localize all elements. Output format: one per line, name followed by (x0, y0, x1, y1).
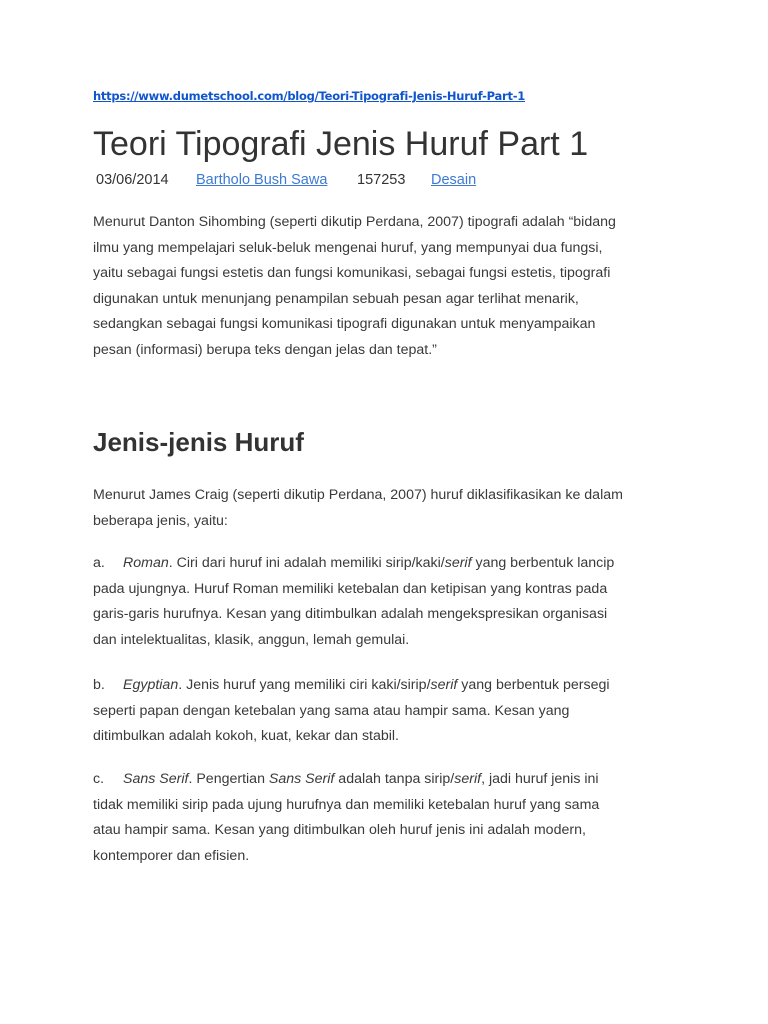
typeface-name: Egyptian (123, 677, 179, 693)
text-line: ditimbulkan adalah kokoh, kuat, kekar dan stabil. (93, 728, 400, 745)
text-line: sedangkan sebagai fungsi komunikasi tipografi digunakan untuk menyampaikan (93, 316, 596, 333)
text-line: yaitu sebagai fungsi estetis dan fungsi komunikasi, sebagai fungsi estetis, tipografi (93, 265, 611, 282)
intro-paragraph (93, 210, 693, 364)
text-line: kontemporer dan efisien. (93, 847, 250, 864)
serif-term: serif (430, 677, 458, 693)
text-segment: . Jenis huruf yang memiliki ciri kaki/sirip/ (178, 677, 431, 693)
serif-term: serif (444, 555, 472, 571)
text-line: ilmu yang mempelajari seluk-beluk mengenai huruf, yang mempunyai dua fungsi, (93, 239, 603, 256)
typeface-name: Sans Serif (123, 771, 189, 787)
source-url-link[interactable]: https://www.dumetschool.com/blog/Teori-Tipografi-Jenis-Huruf-Part-1 (93, 89, 525, 103)
text-segment: , jadi huruf jenis ini (481, 771, 599, 787)
text-line: Menurut James Craig (seperti dikutip Perdana, 2007) huruf diklasifikasikan ke dalam (93, 487, 623, 503)
text-line: garis-garis hurufnya. Kesan yang ditimbulkan adalah mengekspresikan organisasi (93, 606, 608, 623)
text-line: Menurut Danton Sihombing (seperti dikutip Perdana, 2007) tipografi adalah “bidang (93, 214, 616, 230)
section-heading: Jenis-jenis Huruf (93, 427, 304, 457)
text-segment: . Pengertian (188, 771, 269, 787)
view-count: 157253 (357, 172, 406, 188)
text-line: digunakan untuk menunjang penampilan sebuah pesan agar terlihat menarik, (93, 290, 579, 307)
text-line: tidak memiliki sirip pada ujung hurufnya dan memiliki ketebalan huruf yang sama (93, 796, 600, 813)
text-segment: yang berbentuk persegi (457, 677, 610, 693)
article-title: Teori Tipografi Jenis Huruf Part 1 (93, 125, 589, 163)
list-item-sans-serif (93, 767, 693, 869)
list-marker: a. (93, 555, 105, 571)
text-line (93, 767, 693, 793)
typeface-name-repeat: Sans Serif (268, 771, 335, 787)
author-link[interactable]: Bartholo Bush Sawa (196, 172, 328, 188)
text-line: pada ujungnya. Huruf Roman memiliki ketebalan dan ketipisan yang kontras pada (93, 580, 608, 597)
text-line: dan intelektualitas, klasik, anggun, lemah gemulai. (93, 631, 410, 648)
classification-intro (93, 483, 693, 534)
list-item-egyptian (93, 673, 693, 750)
text-segment: . Ciri dari huruf ini adalah memiliki sirip/kaki/ (168, 555, 445, 571)
text-line: seperti papan dengan ketebalan yang sama atau hampir sama. Kesan yang (93, 702, 570, 719)
list-marker: c. (93, 771, 105, 787)
list-marker: b. (93, 677, 105, 693)
serif-term: serif (454, 771, 482, 787)
list-item-roman (93, 551, 693, 653)
text-line (93, 673, 693, 699)
category-link[interactable]: Desain (431, 172, 477, 188)
text-line: pesan (informasi) berupa teks dengan jelas dan tepat.” (93, 341, 437, 358)
text-line (93, 551, 693, 577)
article-date: 03/06/2014 (96, 172, 169, 188)
text-segment: yang berbentuk lancip (471, 555, 615, 571)
text-line: atau hampir sama. Kesan yang ditimbulkan oleh huruf jenis ini adalah modern, (93, 822, 586, 839)
text-line: beberapa jenis, yaitu: (93, 512, 228, 529)
typeface-name: Roman (123, 555, 169, 571)
text-segment: adalah tanpa sirip/ (334, 771, 455, 787)
